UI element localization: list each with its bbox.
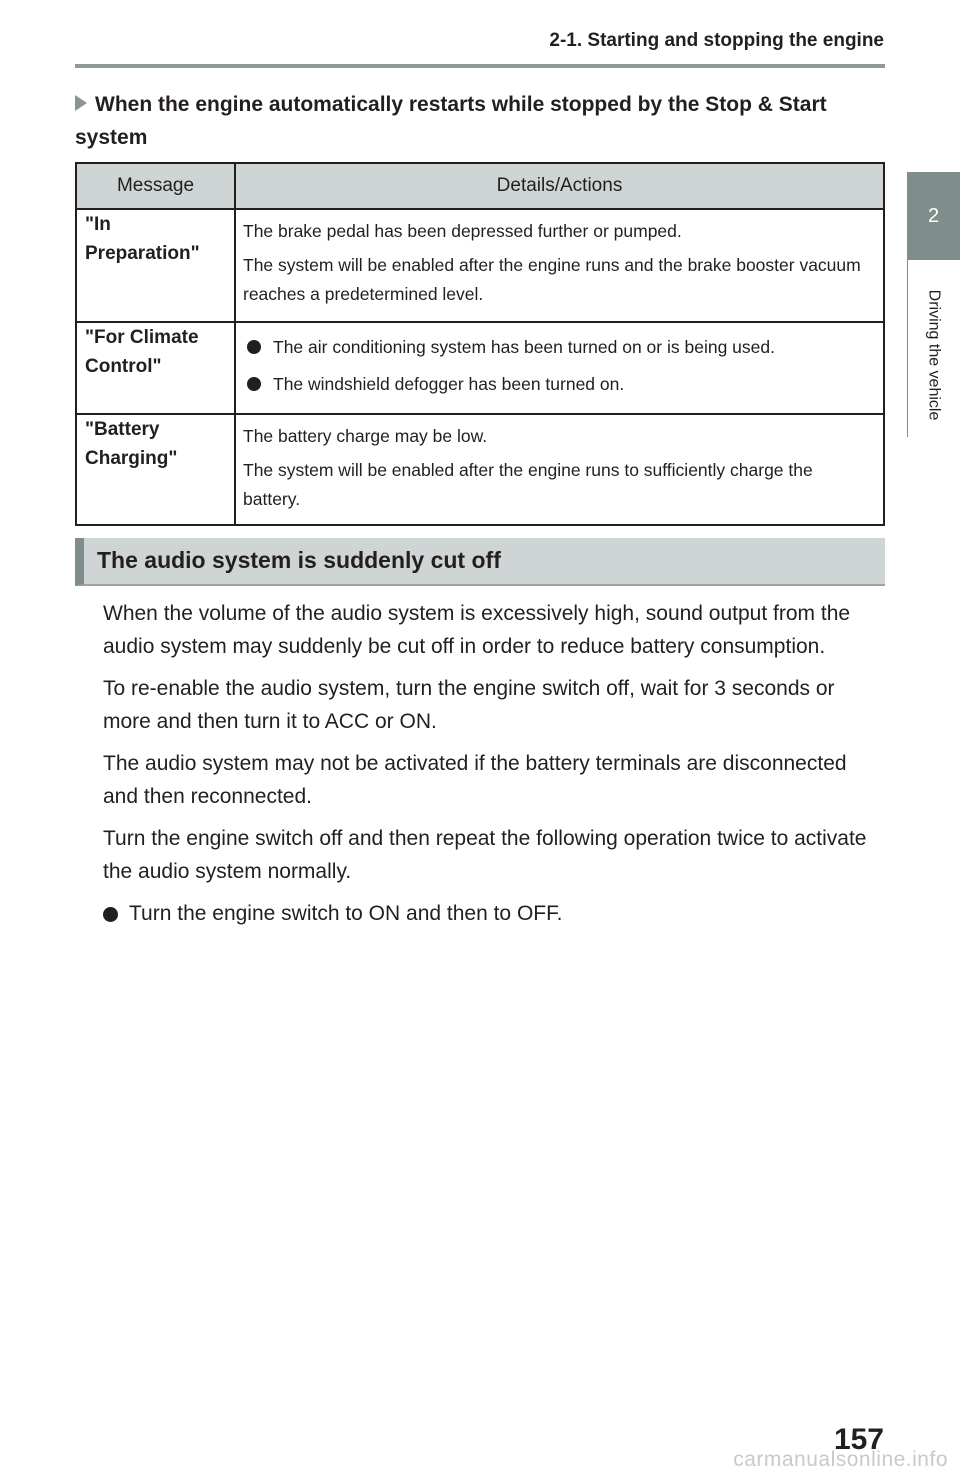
triangle-right-icon bbox=[75, 95, 87, 111]
table-row bbox=[76, 414, 884, 525]
section-heading-bar bbox=[75, 538, 885, 586]
table-header-row bbox=[76, 163, 884, 209]
bullet-text: Turn the engine switch to ON and then to OFF. bbox=[129, 902, 563, 925]
details-text: The system will be enabled after the engine runs to sufficiently charge the battery. bbox=[243, 460, 813, 509]
chapter-label-container bbox=[907, 272, 960, 437]
subsection-heading bbox=[75, 88, 885, 154]
details-cell bbox=[235, 209, 884, 322]
table-row bbox=[76, 209, 884, 322]
body-paragraph: To re-enable the audio system, turn the engine switch off, wait for 3 seconds or more and then turn it to ACC or ON. bbox=[103, 677, 835, 733]
page-number: 157 bbox=[833, 1423, 884, 1456]
bullet-icon bbox=[103, 907, 118, 922]
body-paragraph: The audio system may not be activated if the battery terminals are disconnected and then reconnected. bbox=[103, 752, 847, 808]
message-cell: "For Climate Control" bbox=[76, 322, 235, 414]
list-item bbox=[103, 898, 885, 931]
body-paragraph: Turn the engine switch off and then repeat the following operation twice to activate the audio system normally. bbox=[103, 827, 867, 883]
bullet-text: The air conditioning system has been turned on or is being used. bbox=[273, 337, 775, 357]
details-text: The brake pedal has been depressed further or pumped. bbox=[243, 221, 682, 241]
column-header-details: Details/Actions bbox=[235, 163, 884, 209]
bullet-icon bbox=[247, 340, 261, 354]
bullet-text: The windshield defogger has been turned on. bbox=[273, 374, 625, 394]
bullet-icon bbox=[247, 377, 261, 391]
message-cell: "In Preparation" bbox=[76, 209, 235, 322]
body-paragraph: When the volume of the audio system is excessively high, sound output from the audio system may suddenly be cut off in order to reduce battery consumption. bbox=[103, 602, 851, 658]
list-item bbox=[243, 333, 873, 362]
chapter-label: Driving the vehicle bbox=[925, 289, 943, 420]
watermark: carmanualsonline.info bbox=[733, 1448, 948, 1471]
section-title: The audio system is suddenly cut off bbox=[97, 547, 501, 573]
chapter-number: 2 bbox=[927, 204, 940, 227]
section-body bbox=[103, 598, 885, 931]
chapter-tab[interactable] bbox=[907, 172, 960, 260]
details-cell bbox=[235, 414, 884, 525]
message-table bbox=[75, 162, 885, 526]
list-item bbox=[243, 370, 873, 399]
section-header-title: 2-1. Starting and stopping the engine bbox=[549, 30, 884, 51]
column-header-message: Message bbox=[76, 163, 235, 209]
header-divider bbox=[75, 64, 885, 68]
table-row bbox=[76, 322, 884, 414]
subsection-title: When the engine automatically restarts while stopped by the Stop & Start system bbox=[75, 93, 827, 149]
details-cell bbox=[235, 322, 884, 414]
details-text: The battery charge may be low. bbox=[243, 426, 488, 446]
message-cell: "Battery Charging" bbox=[76, 414, 235, 525]
details-text: The system will be enabled after the engine runs and the brake booster vacuum reaches a predetermined level. bbox=[243, 255, 861, 304]
